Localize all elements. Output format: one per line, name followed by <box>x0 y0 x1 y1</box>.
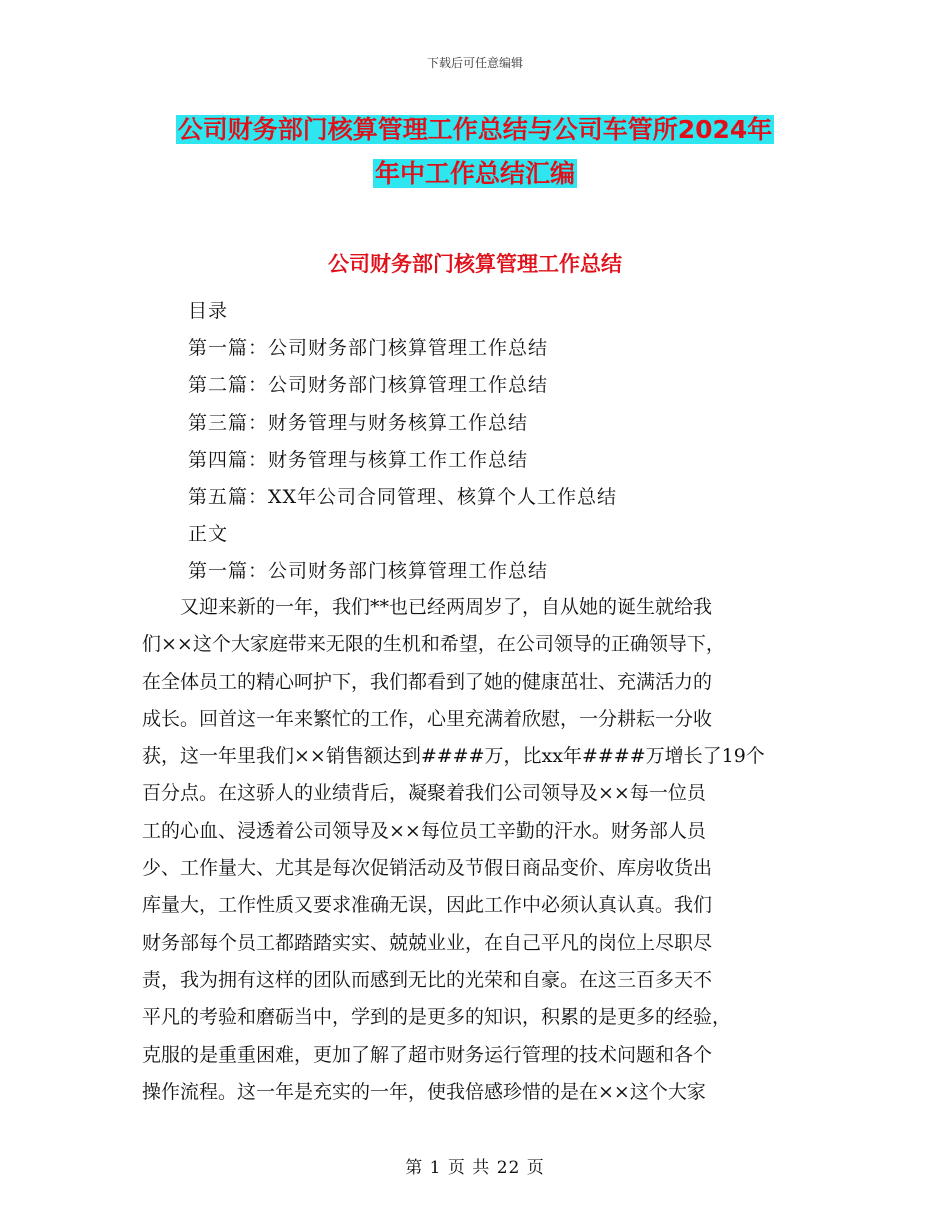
body-line: 操作流程。这一年是充实的一年，使我倍感珍惜的是在××这个大家 <box>142 1080 706 1103</box>
body-line: 又迎来新的一年，我们**也已经两周岁了，自从她的诞生就给我 <box>142 596 713 618</box>
document-title-line-2 <box>0 157 950 191</box>
table-of-contents <box>188 293 828 591</box>
toc-heading: 目录 <box>188 300 229 322</box>
title-highlight: 年中工作总结汇编 <box>374 159 575 188</box>
body-line: 财务部每个员工都踏踏实实、兢兢业业，在自己平凡的岗位上尽职尽 <box>142 931 713 954</box>
document-title-line-1 <box>0 113 950 147</box>
body-paragraph <box>142 589 810 1111</box>
toc-item: 第一篇：公司财务部门核算管理工作总结 <box>188 337 549 360</box>
page-footer: 第 1 页 共 22 页 <box>405 1158 545 1178</box>
body-line: 平凡的考验和磨砺当中，学到的是更多的知识，积累的是更多的经验， <box>142 1006 732 1029</box>
body-line: 工的心血、浸透着公司领导及××每位员工辛勤的汗水。财务部人员 <box>142 819 706 842</box>
toc-item: 第五篇：XX年公司合同管理、核算个人工作总结 <box>188 486 618 509</box>
header-note: 下载后可任意编辑 <box>426 56 523 70</box>
toc-item: 第四篇：财务管理与核算工作工作总结 <box>188 448 529 471</box>
chapter-heading: 第一篇：公司财务部门核算管理工作总结 <box>188 560 549 583</box>
body-line: 们××这个大家庭带来无限的生机和希望，在公司领导的正确领导下， <box>142 633 725 656</box>
body-line: 克服的是重重困难，更加了解了超市财务运行管理的技术问题和各个 <box>142 1043 713 1066</box>
body-line: 在全体员工的精心呵护下，我们都看到了她的健康茁壮、充满活力的 <box>142 670 713 693</box>
body-line: 库量大，工作性质又要求准确无误，因此工作中必须认真认真。我们 <box>142 894 713 917</box>
body-heading: 正文 <box>188 523 229 546</box>
toc-item: 第三篇：财务管理与财务核算工作总结 <box>188 411 529 434</box>
body-line: 获，这一年里我们××销售额达到####万，比xx年####万增长了19个 <box>142 745 765 768</box>
section-title: 公司财务部门核算管理工作总结 <box>328 252 622 276</box>
body-line: 百分点。在这骄人的业绩背后，凝聚着我们公司领导及××每一位员 <box>142 782 706 805</box>
title-highlight: 公司财务部门核算管理工作总结与公司车管所2024年 <box>177 115 773 144</box>
body-line: 成长。回首这一年来繁忙的工作，心里充满着欣慰，一分耕耘一分收 <box>142 707 713 730</box>
body-line: 责，我为拥有这样的团队而感到无比的光荣和自豪。在这三百多天不 <box>142 968 713 991</box>
body-line: 少、工作量大、尤其是每次促销活动及节假日商品变价、库房收货出 <box>142 857 713 880</box>
toc-item: 第二篇：公司财务部门核算管理工作总结 <box>188 374 549 397</box>
